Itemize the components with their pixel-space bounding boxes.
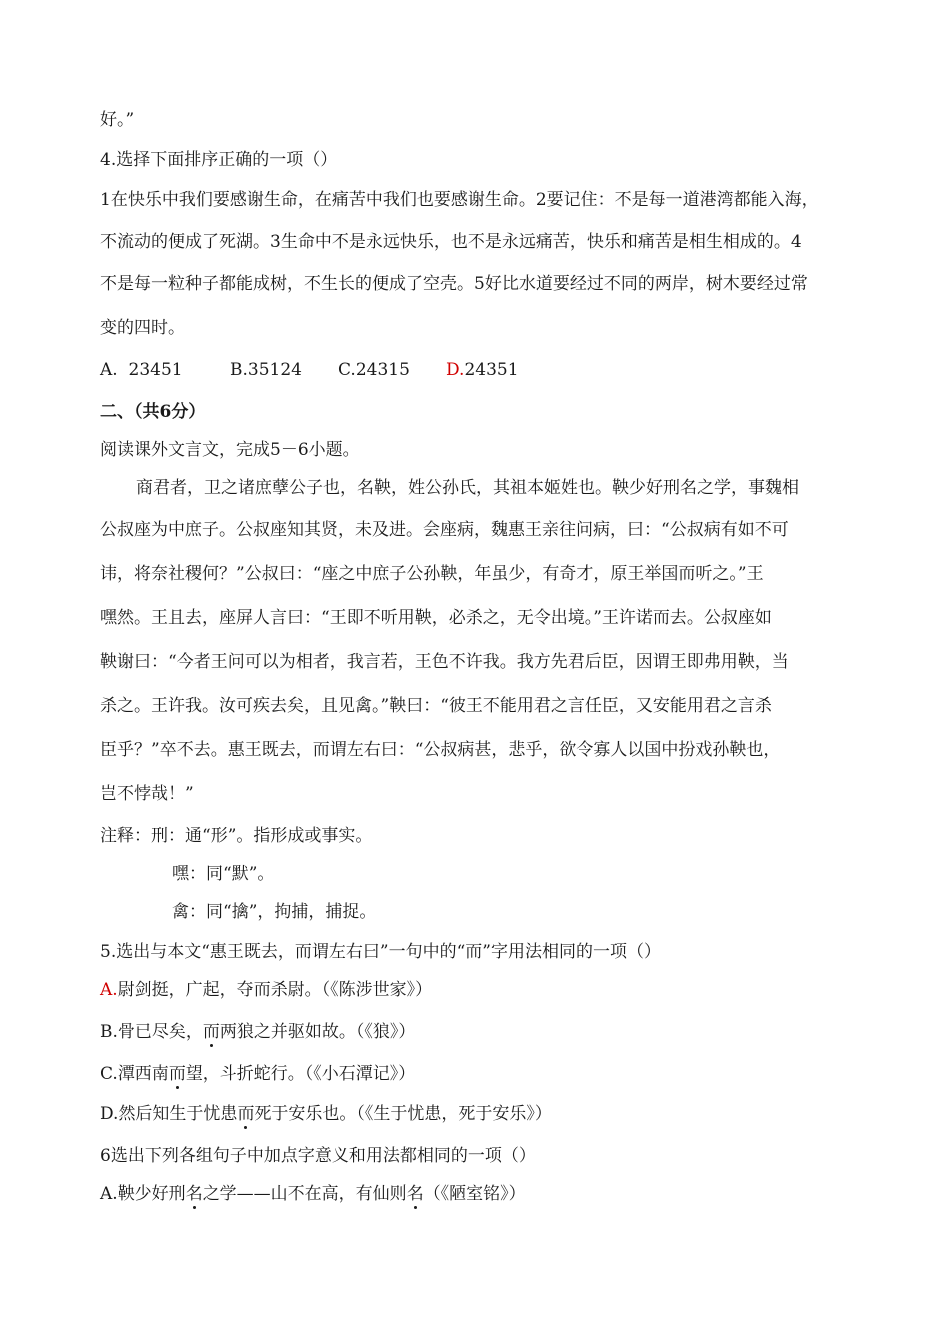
emphasis-dot-char: 而 [168, 1064, 186, 1084]
q5-option-b: B.骨已尽矣，而两狼之并驱如故。（《狼》） [100, 1022, 416, 1042]
q5-title: 5.选出与本文“惠王既去，而谓左右曰”一句中的“而”字用法相同的一项（） [100, 942, 661, 962]
note-line: 注释：刑：通“形”。指形成或事实。 [100, 826, 373, 846]
passage-line: 商君者，卫之诸庶孽公子也，名鞅，姓公孙氏，其祖本姬姓也。鞅少好刑名之学，事魏相 [136, 478, 799, 498]
emphasis-dot-char: 而 [202, 1022, 220, 1042]
previous-question-tail: 好。” [100, 110, 135, 130]
note-line: 嘿：同“默”。 [172, 864, 275, 884]
note-line: 禽：同“擒”，拘捕，捕捉。 [172, 902, 377, 922]
q4-text-line: 变的四时。 [100, 318, 185, 338]
q4-text-line: 1在快乐中我们要感谢生命，在痛苦中我们也要感谢生命。2要记住：不是每一道港湾都能入海， [100, 190, 819, 210]
q6-title: 6选出下列各组句子中加点字意义和用法都相同的一项（） [100, 1146, 536, 1166]
q5-option-c: C.潭西南而望，斗折蛇行。（《小石潭记》） [100, 1064, 416, 1084]
q5-option-a: A.尉剑挺，广起，夺而杀尉。（《陈涉世家》） [100, 980, 433, 1000]
section-heading: 二、（共6分） [100, 402, 206, 422]
answer-marker: D. [446, 360, 465, 380]
passage-line: 臣乎？”卒不去。惠王既去，而谓左右曰：“公叔病甚，悲乎，欲令寡人以国中扮戏孙鞅也， [100, 740, 781, 760]
passage-line: 鞅谢曰：“今者王问可以为相者，我言若，王色不许我。我方先君后臣，因谓王即弗用鞅，当 [100, 652, 789, 672]
passage-line: 岂不悖哉！” [100, 784, 194, 804]
passage-line: 杀之。王许我。汝可疾去矣，且见禽。”鞅曰：“彼王不能用君之言任臣，又安能用君之言杀 [100, 696, 772, 716]
q4-text-line: 不流动的便成了死湖。3生命中不是永远快乐，也不是永远痛苦，快乐和痛苦是相生相成的。4 [100, 232, 802, 252]
emphasis-dot-char: 而 [237, 1104, 255, 1124]
q4-option-a: A. 23451 [100, 360, 183, 380]
passage-line: 嘿然。王且去，座屏人言曰：“王即不听用鞅，必杀之，无令出境。”王许诺而去。公叔座如 [100, 608, 772, 628]
passage-line: 公叔座为中庶子。公叔座知其贤，未及进。会座病，魏惠王亲往问病，曰：“公叔病有如不可 [100, 520, 789, 540]
q4-option-d: D.24351 [446, 360, 519, 380]
section-instruction: 阅读课外文言文，完成5－6小题。 [100, 440, 360, 460]
q4-title: 4.选择下面排序正确的一项（） [100, 150, 338, 170]
answer-marker: A. [100, 980, 118, 1000]
emphasis-dot-char: 名 [185, 1184, 203, 1204]
q6-option-a: A.鞅少好刑名之学——山不在高，有仙则名（《陋室铭》） [100, 1184, 526, 1204]
emphasis-dot-char: 名 [406, 1184, 424, 1204]
q4-option-c: C.24315 [338, 360, 410, 380]
passage-line: 讳，将奈社稷何？”公叔曰：“座之中庶子公孙鞅，年虽少，有奇才，原王举国而听之。”王 [100, 564, 764, 584]
q4-text-line: 不是每一粒种子都能成树，不生长的便成了空壳。5好比水道要经过不同的两岸，树木要经过常 [100, 274, 808, 294]
q5-option-d: D.然后知生于忧患而死于安乐也。（《生于忧患，死于安乐》） [100, 1104, 552, 1124]
q4-option-b: B.35124 [230, 360, 302, 380]
q5-option-a-keyword: 而 [253, 980, 271, 1000]
q4-options [100, 358, 860, 382]
